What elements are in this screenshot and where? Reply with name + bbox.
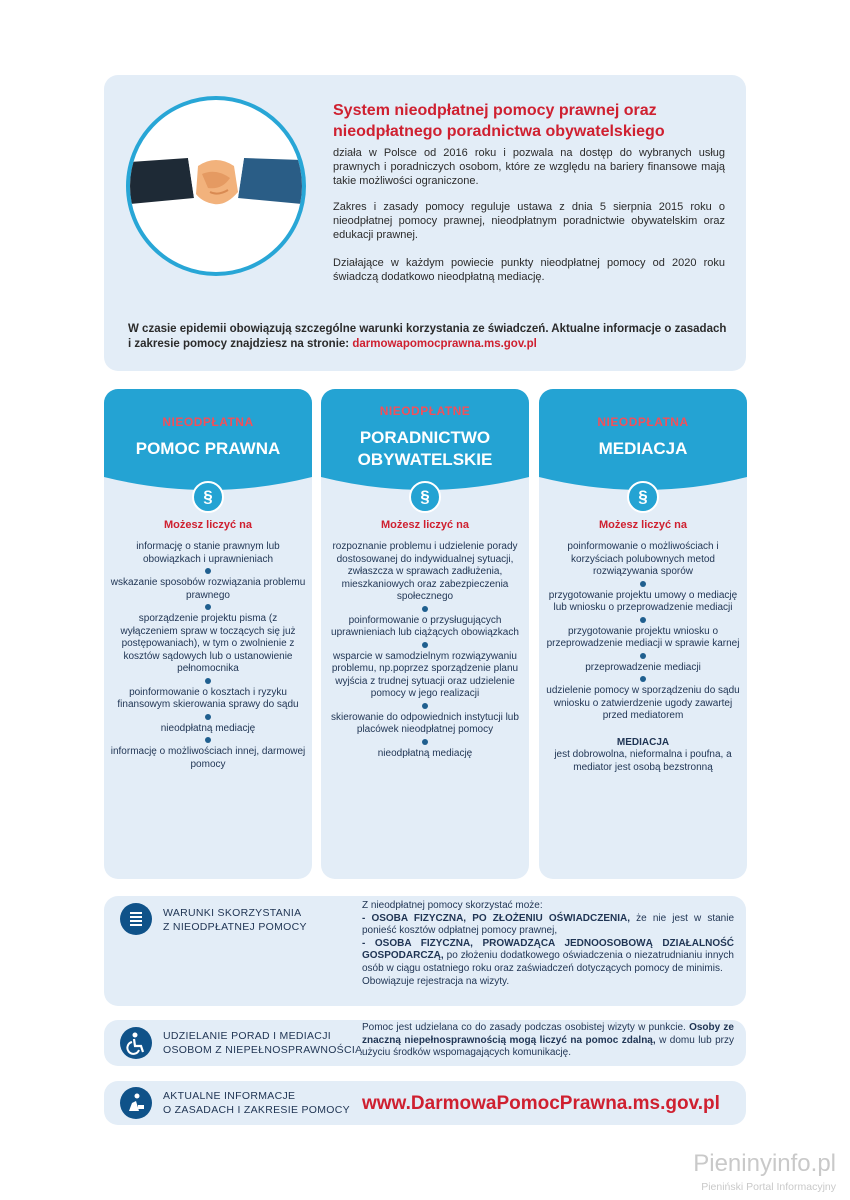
column-big-title-line1: PORADNICTWO xyxy=(359,428,491,447)
bullet-dot xyxy=(545,617,741,624)
column-big-title: POMOC PRAWNA xyxy=(135,439,281,458)
list-item: rozpoznanie problemu i udzielenie porady dostosowanej do indywidualnej sytuacji, zwłaszcza w sprawach zadłużenia, mieszkaniowych oraz zabezpieczenia społecznego xyxy=(332,541,518,602)
epidemic-notice xyxy=(128,322,728,352)
info-label xyxy=(163,1089,350,1117)
column-list xyxy=(545,541,741,774)
mediacja-note-text: jest dobrowolna, nieformalna i poufna, a mediator jest osobą bezstronną xyxy=(554,749,732,773)
disability-label-line1: UDZIELANIE PORAD I MEDIACJI xyxy=(163,1030,331,1042)
disability-text xyxy=(362,1022,734,1060)
column-header xyxy=(539,389,747,474)
info-person-icon xyxy=(120,1087,152,1119)
bullet-dot xyxy=(327,739,523,746)
column-subtitle: Możesz liczyć na xyxy=(380,519,470,531)
conditions-item-1-bold: - OSOBA FIZYCZNA, PO ZŁOŻENIU OŚWIADCZENIA, xyxy=(362,912,631,924)
column-big-title: MEDIACJA xyxy=(598,439,688,458)
list-item: informację o stanie prawnym lub obowiązkach i uprawnieniach xyxy=(136,541,280,565)
epidemic-text: W czasie epidemii obowiązują szczególne warunki korzystania ze świadczeń. Aktualne informacje o zasadach i zakresie pomocy znajdziesz na stronie: xyxy=(128,323,727,350)
bullet-dot xyxy=(327,642,523,649)
intro-paragraph-1: działa w Polsce od 2016 roku i pozwala na dostęp do wybranych usług prawnych i poradniczych osobom, które ze względu na bariery finansowe mają takie możliwości ograniczone. xyxy=(333,147,725,187)
list-item: informację o możliwościach innej, darmowej pomocy xyxy=(110,746,306,770)
column-pomoc-prawna xyxy=(104,389,312,879)
list-item: wskazanie sposobów rozwiązania problemu prawnego xyxy=(110,577,306,601)
column-list xyxy=(110,541,306,771)
conditions-label-line1: WARUNKI SKORZYSTANIA xyxy=(163,907,302,919)
intro-title-line2: nieodpłatnego poradnictwa obywatelskiego xyxy=(333,123,665,140)
list-item: poinformowanie o kosztach i ryzyku finansowym skierowania sprawy do sądu xyxy=(117,686,299,710)
bullet-dot xyxy=(327,703,523,710)
list-item: przygotowanie projektu wniosku o przeprowadzenie mediacji w sprawie karnej xyxy=(546,625,740,649)
document-list-icon xyxy=(120,903,152,935)
paragraph-icon: § xyxy=(192,481,224,513)
list-item: przygotowanie projektu umowy o mediację lub wniosku o przeprowadzenie mediacji xyxy=(548,589,738,613)
bullet-dot xyxy=(545,653,741,660)
bullet-dot xyxy=(110,678,306,685)
conditions-intro: Z nieodpłatnej pomocy skorzystać może: xyxy=(362,900,543,911)
paragraph-icon: § xyxy=(409,481,441,513)
disability-text-2-rest: w domu lub przy użyciu środków wspomagających komunikację. xyxy=(362,1034,734,1059)
info-label-line1: AKTUALNE INFORMACJE xyxy=(163,1090,296,1102)
list-item: nieodpłatną mediację xyxy=(160,722,256,734)
conditions-item-1-rest: że nie jest w stanie ponieść kosztów odpłatnej pomocy prawnej, xyxy=(362,912,734,937)
paragraph-icon: § xyxy=(627,481,659,513)
column-big-title-line2: OBYWATELSKIE xyxy=(357,450,493,469)
conditions-item-2-rest: po złożeniu dodatkowego oświadczenia o niezatrudnianiu innych osób w ciągu ostatniego roku oraz zaświadczeń dotyczących pomocy de minimis. xyxy=(362,950,734,974)
mediacja-note xyxy=(545,737,741,775)
list-item: przeprowadzenie mediacji xyxy=(585,661,701,673)
column-subtitle: Możesz liczyć na xyxy=(163,519,253,531)
epidemic-link[interactable]: darmowapomocprawna.ms.gov.pl xyxy=(352,338,537,350)
disability-text-2-bold: Osoby ze znaczną niepełnosprawnością mogą liczyć na pomoc zdalną, xyxy=(362,1022,734,1046)
column-mediacja xyxy=(539,389,747,879)
disability-text-1: Pomoc jest udzielana co do zasady podczas osobistej wizyty w punkcie. xyxy=(362,1022,686,1033)
info-label-line2: O ZASADACH I ZAKRESIE POMOCY xyxy=(163,1104,350,1116)
conditions-text xyxy=(362,900,734,988)
list-item: skierowanie do odpowiednich instytucji lub placówek nieodpłatnej pomocy xyxy=(331,711,519,735)
disability-label xyxy=(163,1029,362,1057)
watermark-title: Pieninyinfo.pl xyxy=(693,1150,836,1177)
conditions-label-line2: Z NIEODPŁATNEJ POMOCY xyxy=(163,921,307,933)
column-poradnictwo-obywatelskie xyxy=(321,389,529,879)
disability-label-line2: OSOBOM Z NIEPEŁNOSPRAWNOŚCIĄ xyxy=(163,1044,363,1056)
mediacja-note-title: MEDIACJA xyxy=(616,736,670,748)
column-small-title: NIEODPŁATNE xyxy=(379,404,471,418)
conditions-item-2 xyxy=(362,938,734,976)
column-subtitle: Możesz liczyć na xyxy=(598,519,688,531)
conditions-item-1 xyxy=(362,913,734,938)
bullet-dot xyxy=(110,737,306,744)
conditions-registration: Obowiązuje rejestracja na wizyty. xyxy=(362,975,510,987)
intro-paragraph-2: Zakres i zasady pomocy reguluje ustawa z dnia 5 sierpnia 2015 roku o nieodpłatnej pomocy prawnej, nieodpłatnym poradnictwie obywatelskim oraz edukacji prawnej. xyxy=(333,201,725,241)
wheelchair-icon xyxy=(120,1027,152,1059)
handshake-icon xyxy=(126,96,306,276)
watermark-subtitle: Pieniński Portal Informacyjny xyxy=(701,1181,836,1193)
bullet-dot xyxy=(110,568,306,575)
bullet-dot xyxy=(545,581,741,588)
bullet-dot xyxy=(545,676,741,683)
list-item: sporządzenie projektu pisma (z wyłączeniem spraw w toczących się już postępowaniach), w tym o zwolnienie z kosztów sądowych lub o ustanowienie pełnomocnika xyxy=(120,613,296,674)
list-item: nieodpłatną mediację xyxy=(377,747,473,759)
bullet-dot xyxy=(110,714,306,721)
intro-title xyxy=(333,100,725,142)
list-item: poinformowanie o możliwościach i korzyściach polubownych metod rozwiązywania sporów xyxy=(567,541,719,577)
conditions-label xyxy=(163,906,307,934)
column-header xyxy=(104,389,312,474)
list-item: udzielenie pomocy w sporządzeniu do sądu wniosku o zatwierdzenie ugody zawartej przed mediatorem xyxy=(546,685,740,721)
bullet-dot xyxy=(327,606,523,613)
column-small-title: NIEODPŁATNA xyxy=(162,415,254,429)
info-url-link[interactable]: www.DarmowaPomocPrawna.ms.gov.pl xyxy=(362,1093,720,1114)
bullet-dot xyxy=(110,604,306,611)
list-item: wsparcie w samodzielnym rozwiązywaniu problemu, np.poprzez sporządzenie planu wyjścia z trudnej sytuacji oraz udzielenie pomocy w jego realizacji xyxy=(331,650,519,699)
column-list xyxy=(327,541,523,760)
column-small-title: NIEODPŁATNA xyxy=(597,415,689,429)
intro-paragraph-3: Działające w każdym powiecie punkty nieodpłatnej pomocy od 2020 roku świadczą dodatkowo nieodpłatną mediację. xyxy=(333,257,725,283)
list-item: poinformowanie o przysługujących uprawnieniach lub ciążących obowiązkach xyxy=(331,614,519,638)
conditions-item-2-bold: - OSOBA FIZYCZNA, PROWADZĄCA JEDNOOSOBOWĄ DZIAŁALNOŚĆ GOSPODARCZĄ, xyxy=(362,937,734,962)
intro-title-line1: System nieodpłatnej pomocy prawnej oraz xyxy=(333,102,657,119)
